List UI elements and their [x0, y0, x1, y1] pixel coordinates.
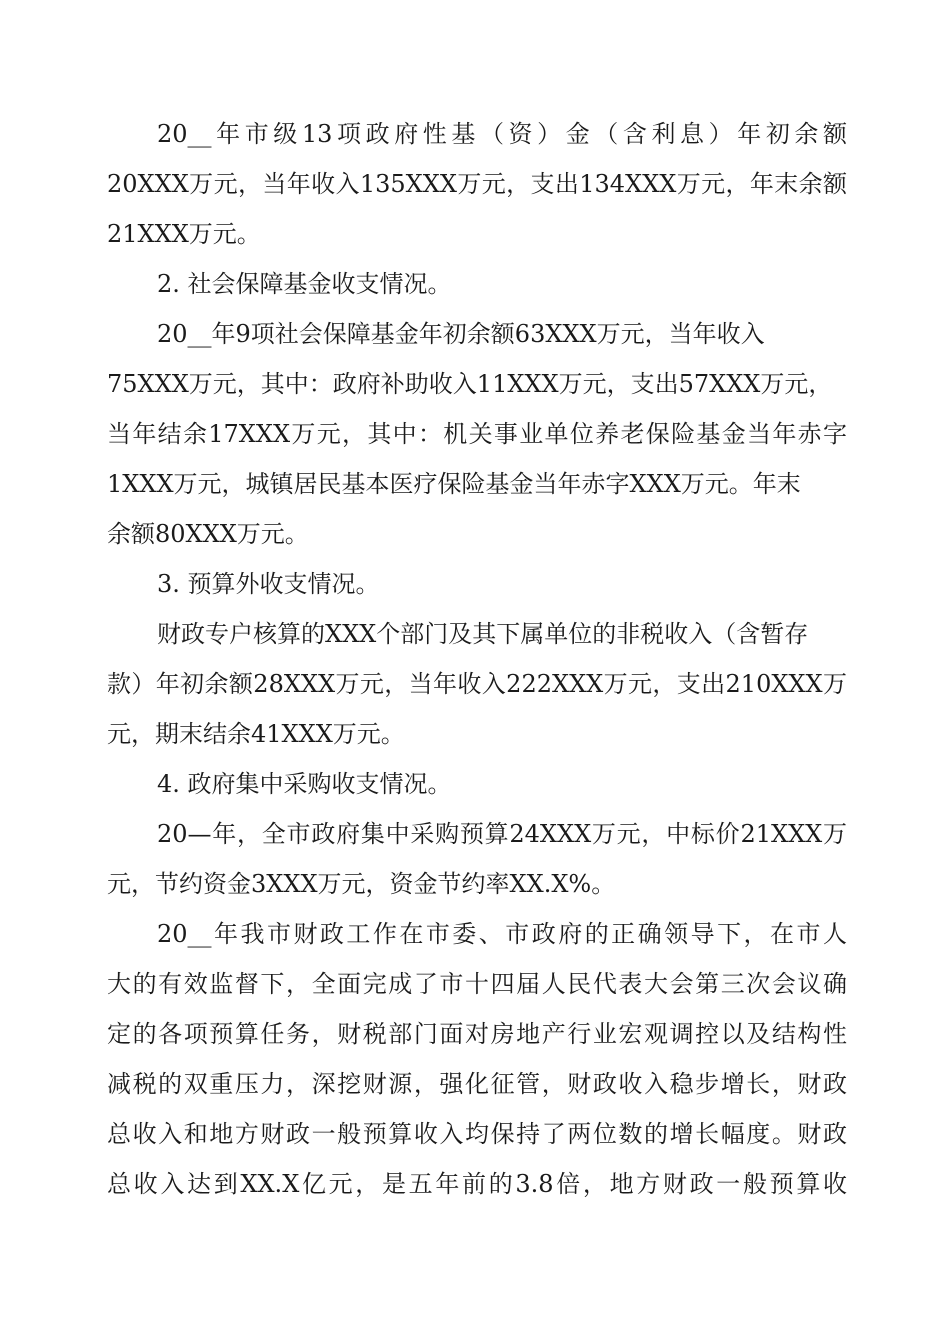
text-line: 20—年，全市政府集中采购预算24XXX万元，中标价21XXX万	[157, 820, 847, 848]
text-line: 财政专户核算的XXX个部门及其下属单位的非税收入（含暂存	[157, 620, 809, 648]
text-line: 余额80XXX万元。	[107, 520, 309, 548]
text-line: 当年结余17XXX万元，其中：机关事业单位养老保险基金当年赤字	[107, 420, 847, 448]
text-line: 75XXX万元，其中：政府补助收入11XXX万元，支出57XXX万元，	[107, 370, 833, 398]
text-line: 总收入达到XX.X亿元，是五年前的3.8倍，地方财政一般预算收	[107, 1170, 847, 1198]
text-line: 款）年初余额28XXX万元，当年收入222XXX万元，支出210XXX万	[107, 670, 847, 698]
text-line: 元，节约资金3XXX万元，资金节约率XX.X%。	[107, 870, 616, 898]
text-line: 21XXX万元。	[107, 220, 261, 248]
text-line: 20XXX万元，当年收入135XXX万元，支出134XXX万元，年末余额	[107, 170, 847, 198]
text-line: 20__年我市财政工作在市委、市政府的正确领导下，在市人	[157, 920, 847, 948]
text-line: 20__年9项社会保障基金年初余额63XXX万元，当年收入	[157, 320, 765, 348]
section-heading: 3. 预算外收支情况。	[157, 570, 380, 598]
section-heading: 2. 社会保障基金收支情况。	[157, 270, 452, 298]
text-line: 1XXX万元，城镇居民基本医疗保险基金当年赤字XXX万元。年末	[107, 470, 801, 498]
text-line: 定的各项预算任务，财税部门面对房地产行业宏观调控以及结构性	[107, 1020, 847, 1048]
text-line: 总收入和地方财政一般预算收入均保持了两位数的增长幅度。财政	[107, 1120, 847, 1148]
section-heading: 4. 政府集中采购收支情况。	[157, 770, 452, 798]
text-line: 减税的双重压力，深挖财源，强化征管，财政收入稳步增长，财政	[107, 1070, 847, 1098]
text-line: 20__年市级13项政府性基（资）金（含利息）年初余额	[157, 120, 847, 148]
text-line: 元，期末结余41XXX万元。	[107, 720, 405, 748]
text-line: 大的有效监督下，全面完成了市十四届人民代表大会第三次会议确	[107, 970, 847, 998]
